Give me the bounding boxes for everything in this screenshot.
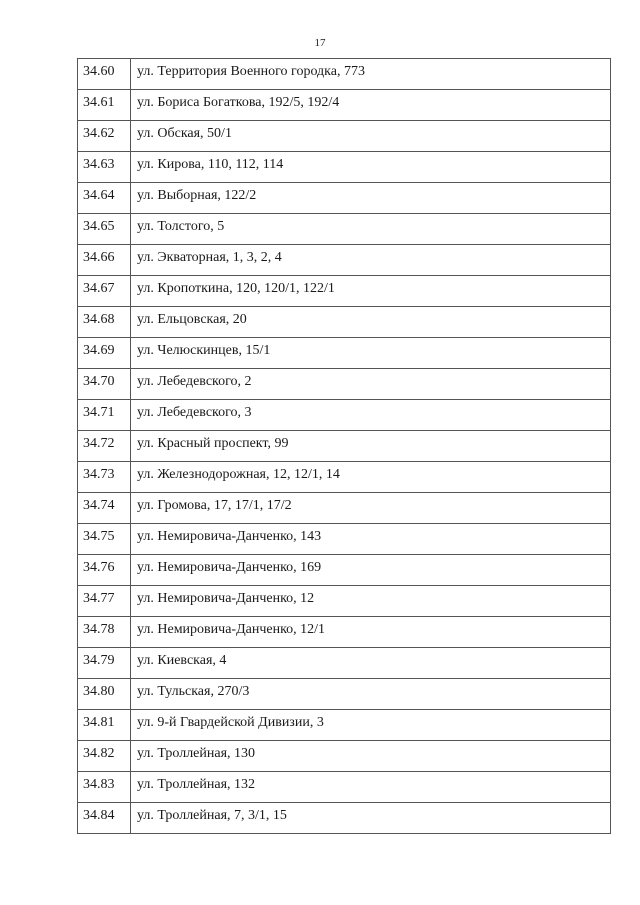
address-cell: [131, 59, 611, 90]
row-number: 34.72: [83, 436, 115, 451]
address-cell: [131, 710, 611, 741]
row-number: 34.68: [83, 312, 115, 327]
row-number: 34.71: [83, 405, 115, 420]
table-row: [78, 586, 611, 617]
row-number: 34.61: [83, 95, 115, 110]
table-row: [78, 152, 611, 183]
address-text: ул. Киевская, 4: [137, 653, 227, 668]
row-number-cell: [78, 586, 131, 617]
row-number-cell: [78, 214, 131, 245]
address-cell: [131, 152, 611, 183]
row-number: 34.60: [83, 64, 115, 79]
address-cell: [131, 741, 611, 772]
address-text: ул. 9-й Гвардейской Дивизии, 3: [137, 715, 324, 730]
address-cell: [131, 555, 611, 586]
table-row: [78, 121, 611, 152]
row-number: 34.62: [83, 126, 115, 141]
table-row: [78, 59, 611, 90]
address-text: ул. Громова, 17, 17/1, 17/2: [137, 498, 292, 513]
row-number: 34.64: [83, 188, 115, 203]
address-cell: [131, 369, 611, 400]
table-row: [78, 679, 611, 710]
row-number-cell: [78, 493, 131, 524]
address-cell: [131, 183, 611, 214]
address-text: ул. Ельцовская, 20: [137, 312, 247, 327]
address-cell: [131, 772, 611, 803]
address-text: ул. Красный проспект, 99: [137, 436, 289, 451]
row-number: 34.75: [83, 529, 115, 544]
address-text: ул. Троллейная, 130: [137, 746, 256, 761]
table-row: [78, 431, 611, 462]
row-number-cell: [78, 59, 131, 90]
address-text: ул. Кропоткина, 120, 120/1, 122/1: [137, 281, 335, 296]
address-text: ул. Территория Военного городка, 773: [137, 64, 365, 79]
address-cell: [131, 648, 611, 679]
row-number-cell: [78, 400, 131, 431]
address-text: ул. Немировича-Данченко, 169: [137, 560, 322, 575]
row-number: 34.77: [83, 591, 115, 606]
address-cell: [131, 276, 611, 307]
row-number-cell: [78, 617, 131, 648]
address-cell: [131, 245, 611, 276]
address-cell: [131, 338, 611, 369]
row-number-cell: [78, 307, 131, 338]
address-text: ул. Толстого, 5: [137, 219, 225, 234]
row-number: 34.82: [83, 746, 115, 761]
row-number-cell: [78, 121, 131, 152]
address-cell: [131, 803, 611, 834]
row-number-cell: [78, 183, 131, 214]
address-text: ул. Бориса Богаткова, 192/5, 192/4: [137, 95, 340, 110]
address-text: ул. Кирова, 110, 112, 114: [137, 157, 284, 172]
address-text: ул. Троллейная, 132: [137, 777, 256, 792]
table-row: [78, 524, 611, 555]
row-number: 34.80: [83, 684, 115, 699]
row-number-cell: [78, 555, 131, 586]
table-row: [78, 617, 611, 648]
row-number: 34.69: [83, 343, 115, 358]
table-row: [78, 648, 611, 679]
row-number-cell: [78, 462, 131, 493]
row-number-cell: [78, 710, 131, 741]
row-number: 34.63: [83, 157, 115, 172]
address-text: ул. Лебедевского, 3: [137, 405, 252, 420]
row-number: 34.79: [83, 653, 115, 668]
address-cell: [131, 617, 611, 648]
table-row: [78, 369, 611, 400]
address-cell: [131, 214, 611, 245]
address-text: ул. Немировича-Данченко, 12/1: [137, 622, 326, 637]
table-row: [78, 400, 611, 431]
row-number: 34.76: [83, 560, 115, 575]
table-row: [78, 183, 611, 214]
address-text: ул. Экваторная, 1, 3, 2, 4: [137, 250, 282, 265]
row-number-cell: [78, 524, 131, 555]
table-row: [78, 245, 611, 276]
address-cell: [131, 493, 611, 524]
table-row: [78, 710, 611, 741]
address-text: ул. Троллейная, 7, 3/1, 15: [137, 808, 287, 823]
row-number-cell: [78, 369, 131, 400]
table-row: [78, 555, 611, 586]
row-number: 34.70: [83, 374, 115, 389]
address-table-body: [78, 59, 611, 834]
row-number: 34.73: [83, 467, 115, 482]
address-cell: [131, 524, 611, 555]
row-number-cell: [78, 679, 131, 710]
address-cell: [131, 307, 611, 338]
row-number: 34.78: [83, 622, 115, 637]
row-number-cell: [78, 276, 131, 307]
address-text: ул. Тульская, 270/3: [137, 684, 250, 699]
row-number: 34.81: [83, 715, 115, 730]
table-row: [78, 741, 611, 772]
row-number-cell: [78, 772, 131, 803]
row-number-cell: [78, 338, 131, 369]
table-row: [78, 462, 611, 493]
row-number: 34.74: [83, 498, 115, 513]
row-number-cell: [78, 152, 131, 183]
address-text: ул. Лебедевского, 2: [137, 374, 252, 389]
row-number-cell: [78, 741, 131, 772]
table-row: [78, 338, 611, 369]
row-number: 34.65: [83, 219, 115, 234]
table-row: [78, 214, 611, 245]
row-number: 34.83: [83, 777, 115, 792]
address-table: [77, 58, 611, 834]
table-row: [78, 307, 611, 338]
table-row: [78, 90, 611, 121]
row-number-cell: [78, 803, 131, 834]
address-cell: [131, 431, 611, 462]
address-text: ул. Железнодорожная, 12, 12/1, 14: [137, 467, 340, 482]
table-row: [78, 276, 611, 307]
address-text: ул. Челюскинцев, 15/1: [137, 343, 271, 358]
row-number-cell: [78, 245, 131, 276]
address-cell: [131, 121, 611, 152]
address-cell: [131, 679, 611, 710]
row-number: 34.84: [83, 808, 115, 823]
address-cell: [131, 586, 611, 617]
address-text: ул. Немировича-Данченко, 143: [137, 529, 322, 544]
table-row: [78, 493, 611, 524]
row-number: 34.67: [83, 281, 115, 296]
address-cell: [131, 462, 611, 493]
row-number: 34.66: [83, 250, 115, 265]
address-text: ул. Выборная, 122/2: [137, 188, 257, 203]
row-number-cell: [78, 90, 131, 121]
page-number: 17: [314, 37, 326, 49]
row-number-cell: [78, 648, 131, 679]
address-cell: [131, 90, 611, 121]
row-number-cell: [78, 431, 131, 462]
table-row: [78, 772, 611, 803]
address-text: ул. Обская, 50/1: [137, 126, 232, 141]
address-text: ул. Немировича-Данченко, 12: [137, 591, 315, 606]
table-row: [78, 803, 611, 834]
address-cell: [131, 400, 611, 431]
